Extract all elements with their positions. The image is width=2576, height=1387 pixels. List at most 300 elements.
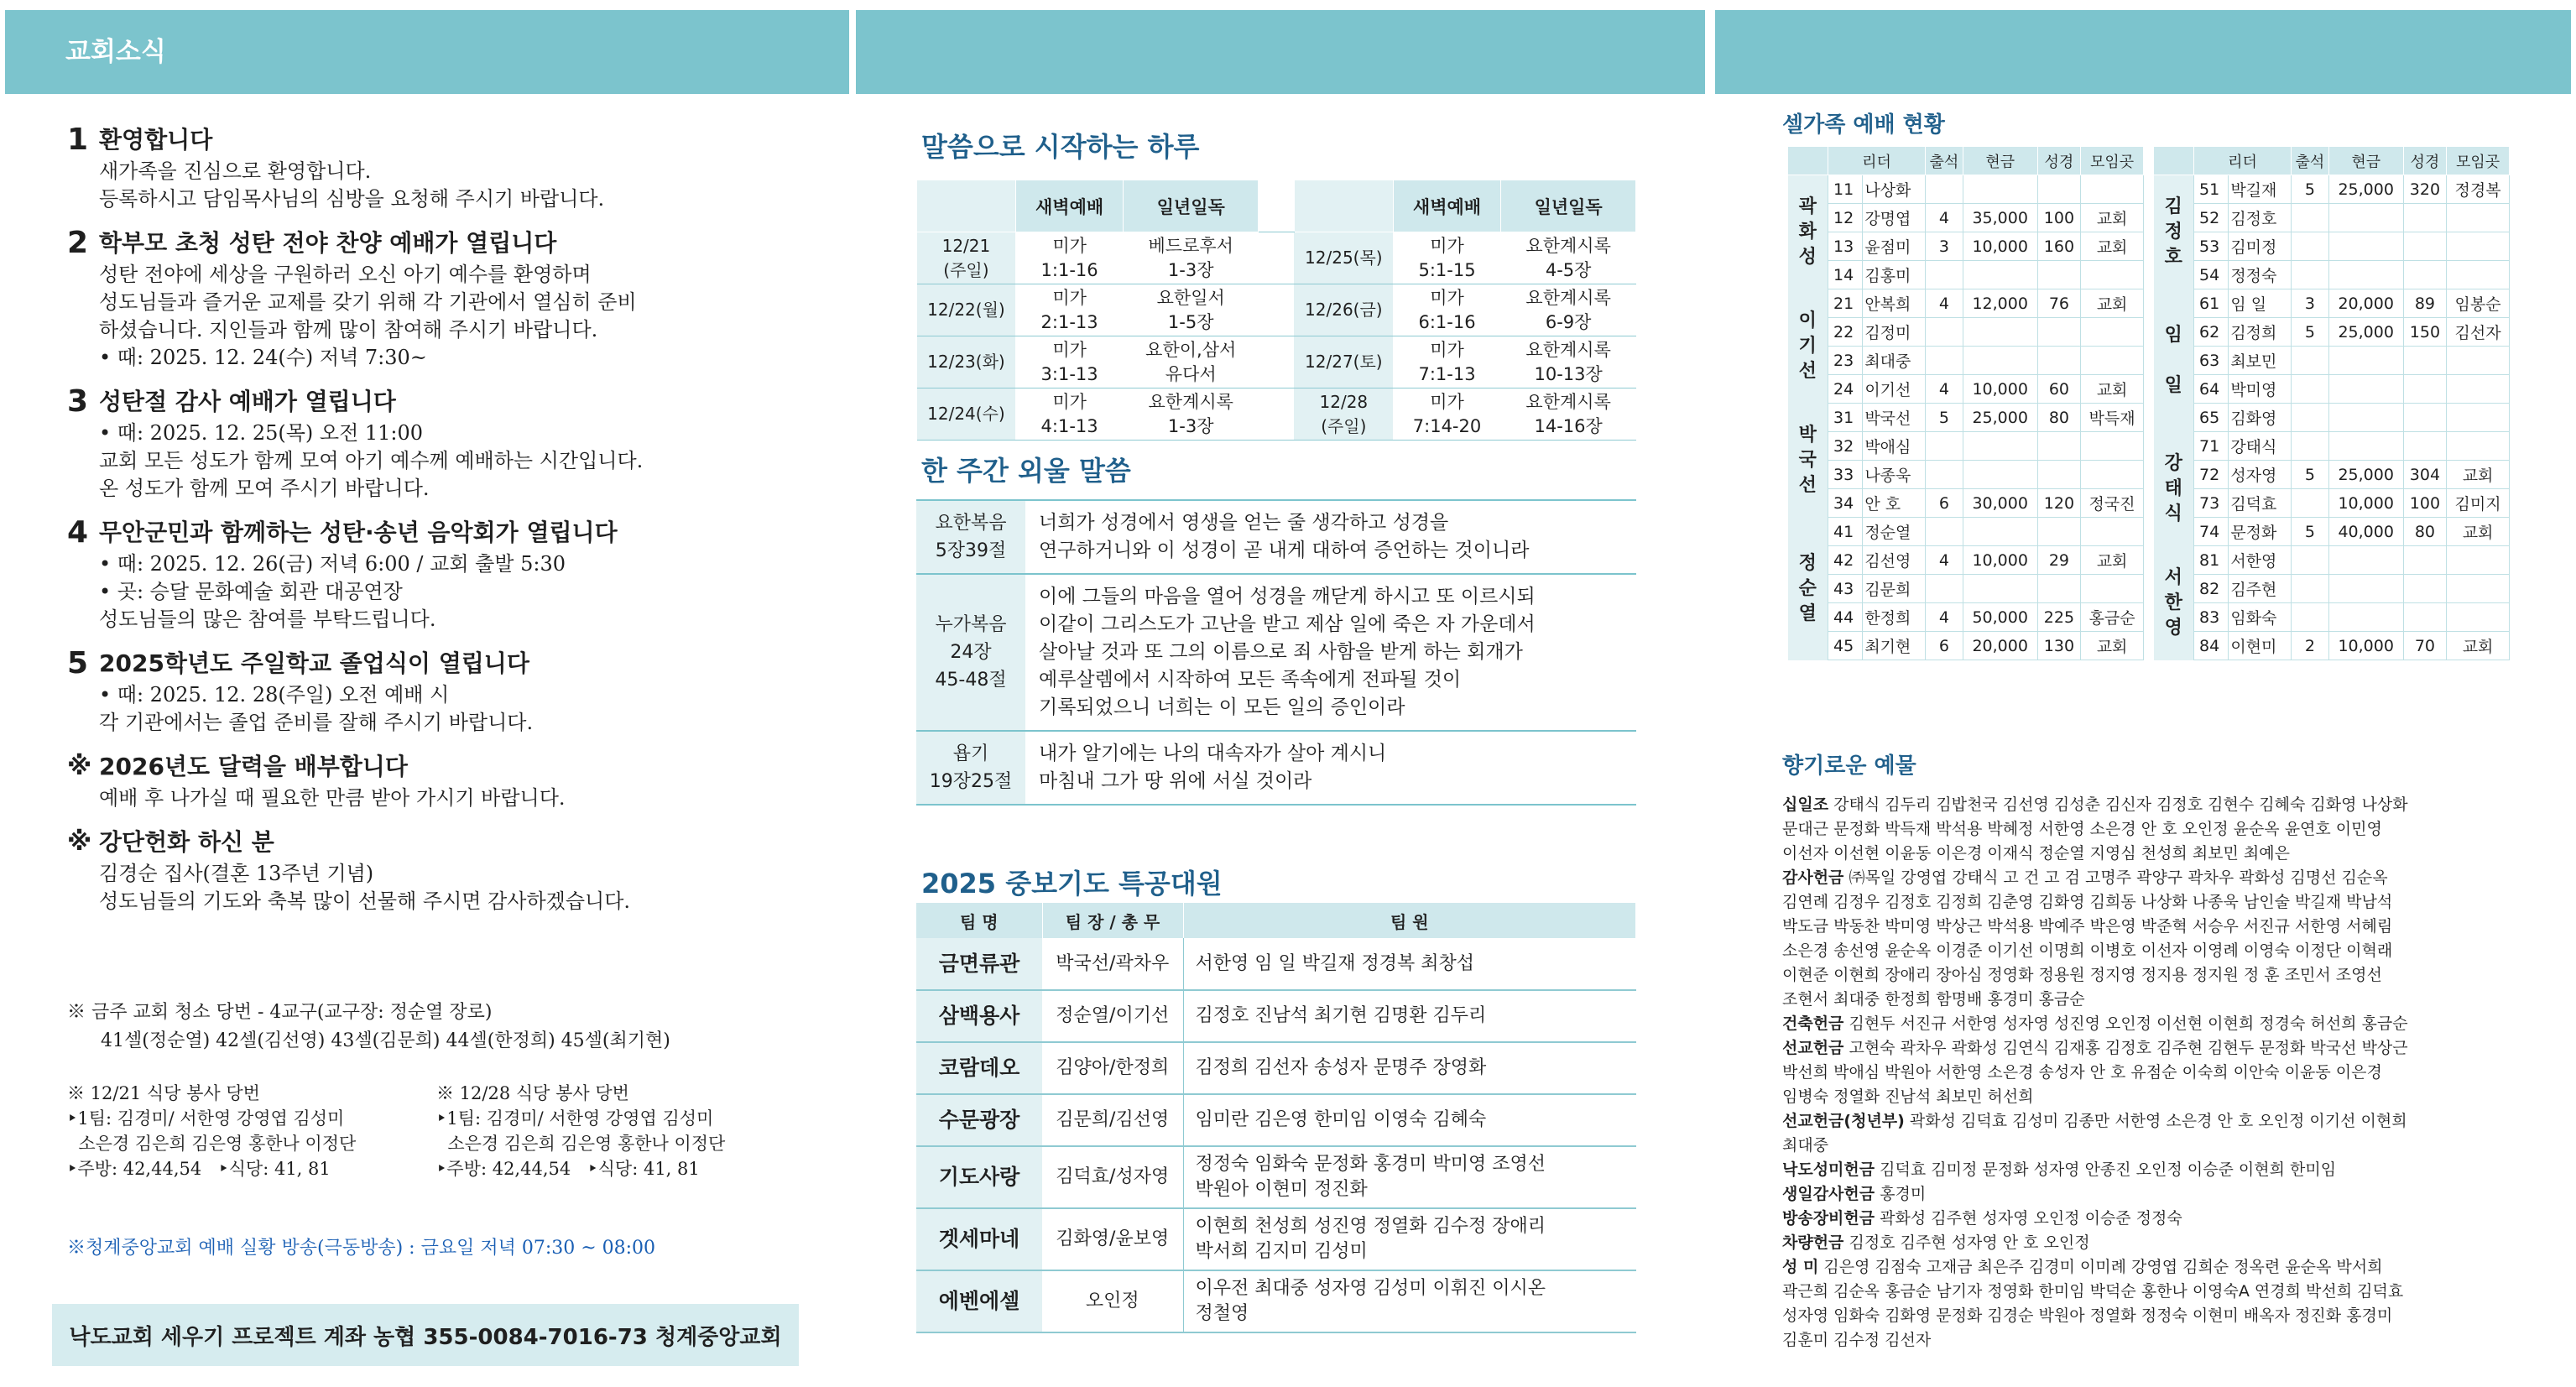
cell-table-right [2153, 146, 2510, 660]
cell-bible: 320 [2403, 175, 2446, 204]
daily-date: 12/26(금) [1294, 284, 1393, 336]
cell-offering [2328, 204, 2403, 232]
notice-item [67, 648, 822, 737]
notice-line: 교회 모든 성도가 함께 모여 아기 예수께 예배하는 시간입니다. [99, 449, 644, 472]
daily-date: 12/23(화) [917, 336, 1016, 388]
cell-number: 64 [2194, 375, 2229, 404]
cell-header-cell: 현금 [1963, 147, 2037, 175]
offering-names: 성자영 임화숙 김화영 문정화 김경순 박원아 정열화 정정숙 이현미 배옥자 정진화 홍경미 [1782, 1306, 2393, 1325]
daily-row [917, 388, 1636, 441]
cell-group-leader: 김 정 호 [2154, 175, 2194, 289]
cell-leader-name: 최보민 [2229, 347, 2292, 375]
cell-meeting-place: 교회 [2081, 289, 2144, 318]
offering-row [1782, 866, 2521, 890]
team-name: 삼백용사 [916, 990, 1042, 1042]
cell-meeting-place: 홍금순 [2081, 603, 2144, 632]
cell-leader-name: 김화영 [2229, 404, 2292, 432]
daily-header-cell: 새벽예배 [1015, 180, 1124, 232]
cell-row [2154, 232, 2510, 261]
offering-row [1782, 1036, 2521, 1061]
team-leader: 김문희/김선영 [1042, 1094, 1183, 1146]
cell-header-cell: 출석 [2292, 147, 2329, 175]
prayer-team-table [916, 903, 1636, 1333]
cell-bible: 60 [2037, 375, 2080, 404]
daily-date: 12/25(목) [1294, 232, 1393, 284]
cell-attendance [1926, 175, 1963, 204]
cell-offering: 50,000 [1963, 603, 2037, 632]
cell-number: 73 [2194, 489, 2229, 518]
cell-attendance [1926, 432, 1963, 461]
team-members: 서한영 임 일 박길재 정경복 최창섭 [1183, 938, 1636, 990]
cell-leader-name: 임 일 [2229, 289, 2292, 318]
offering-names: 문대근 문정화 박득재 박석용 박혜정 서한영 소은경 안 호 오인정 윤순옥 윤연호 이민영 [1782, 820, 2382, 838]
cell-leader-name: 나상화 [1863, 175, 1926, 204]
cell-offering: 35,000 [1963, 204, 2037, 232]
daily-row [917, 284, 1636, 336]
cell-worship-title: 셀가족 예배 현황 [1782, 112, 1945, 138]
cell-attendance [2292, 232, 2329, 261]
cell-number: 82 [2194, 575, 2229, 603]
cell-leader-name: 안복희 [1863, 289, 1926, 318]
daily-header-cell [1294, 180, 1393, 232]
cell-bible [2037, 575, 2080, 603]
cell-offering: 20,000 [2328, 289, 2403, 318]
offering-row [1782, 1182, 2521, 1207]
cleaning-duty [67, 999, 822, 1056]
notice-line: 등록하시고 담임목사님의 심방을 요청해 주시기 바랍니다. [99, 187, 605, 211]
offering-row [1782, 988, 2521, 1012]
cell-attendance: 4 [1926, 375, 1963, 404]
team-leader: 김덕효/성자영 [1042, 1146, 1183, 1208]
offering-row [1782, 890, 2521, 915]
cell-row [1788, 461, 2144, 489]
cell-row [2154, 432, 2510, 461]
cell-attendance: 3 [2292, 289, 2329, 318]
prayer-team-header-cell: 팀 장 / 총 무 [1042, 903, 1183, 938]
cell-bible [2403, 404, 2446, 432]
cell-offering [1963, 518, 2037, 546]
cell-header-row [2154, 147, 2510, 175]
offering-list [1782, 793, 2521, 1353]
account-text: 낙도교회 세우기 프로젝트 계좌 농협 355-0084-7016-73 청계중앙교회 [69, 1324, 782, 1350]
cell-row [1788, 347, 2144, 375]
cell-leader-name: 김미정 [2229, 232, 2292, 261]
cell-attendance [2292, 347, 2329, 375]
cell-bible [2403, 204, 2446, 232]
cell-number: 11 [1828, 175, 1863, 204]
notice-line: 새가족을 진심으로 환영합니다. [99, 159, 372, 183]
prayer-team-row [916, 1042, 1636, 1094]
notice-title: 강단헌화 하신 분 [99, 828, 274, 856]
cell-attendance [2292, 375, 2329, 404]
cell-group-leader: 곽 화 성 [1788, 175, 1828, 289]
cleaning-duty-title: ※ 금주 교회 청소 당번 - 4교구(교구장: 정순열 장로) [67, 1002, 493, 1023]
notice-body [92, 386, 822, 503]
cell-number: 53 [2194, 232, 2229, 261]
cell-bible: 29 [2037, 546, 2080, 575]
cell-leader-name: 최기현 [1863, 632, 1926, 660]
offering-names: 홍경미 [1880, 1185, 1927, 1203]
notice-number: ※ [67, 827, 92, 857]
cell-offering [2328, 375, 2403, 404]
cell-meeting-place [2081, 461, 2144, 489]
cell-bible: 150 [2403, 318, 2446, 347]
cell-header-cell [2154, 147, 2194, 175]
offering-row [1782, 1304, 2521, 1328]
notice-item [67, 124, 822, 213]
cell-row [1788, 489, 2144, 518]
verse-reference: 욥기 19장25절 [916, 731, 1025, 805]
cell-attendance: 5 [2292, 518, 2329, 546]
cell-bible: 80 [2403, 518, 2446, 546]
yearly-reading: 요한계시록 1-3장 [1124, 388, 1259, 441]
cell-bible [2403, 232, 2446, 261]
offering-category: 방송장비헌금 [1782, 1209, 1875, 1228]
cell-offering: 25,000 [2328, 461, 2403, 489]
cell-meeting-place: 임봉순 [2447, 289, 2510, 318]
memory-verse-row [916, 731, 1636, 805]
cell-group-leader: 정 순 열 [1788, 518, 1828, 660]
cell-bible [2403, 375, 2446, 404]
cell-meeting-place [2081, 518, 2144, 546]
daily-reading-table [916, 180, 1636, 441]
cell-attendance [1926, 261, 1963, 289]
cell-row [2154, 546, 2510, 575]
yearly-reading: 요한일서 1-5장 [1124, 284, 1259, 336]
church-news-column [0, 0, 852, 1387]
cell-meeting-place: 교회 [2081, 204, 2144, 232]
offering-row [1782, 1207, 2521, 1231]
cell-number: 21 [1828, 289, 1863, 318]
cell-offering: 40,000 [2328, 518, 2403, 546]
cell-attendance [1926, 461, 1963, 489]
cell-leader-name: 박길재 [2229, 175, 2292, 204]
spacer [1259, 336, 1295, 388]
cell-leader-name: 강명엽 [1863, 204, 1926, 232]
cell-row [2154, 289, 2510, 318]
notice-line: • 곳: 승달 문화예술 회관 대공연장 [99, 580, 403, 603]
cell-row [2154, 261, 2510, 289]
offering-names: 강태식 김두리 김밥천국 김선영 김성춘 김신자 김정호 김현수 김혜숙 김화영 나상화 [1833, 795, 2408, 814]
cell-offering [2328, 347, 2403, 375]
cell-offering [2328, 432, 2403, 461]
offering-names: 박도금 박동찬 박미영 박상근 박석용 박예주 박은영 박준혁 서승우 서진규 서한영 서혜림 [1782, 917, 2393, 936]
offering-row [1782, 1134, 2521, 1158]
cell-meeting-place [2447, 375, 2510, 404]
team-name: 수문광장 [916, 1094, 1042, 1146]
cell-leader-name: 이기선 [1863, 375, 1926, 404]
cell-row [2154, 404, 2510, 432]
cell-bible [2403, 432, 2446, 461]
notice-line: 성탄 전야에 세상을 구원하러 오신 아기 예수를 환영하며 [99, 263, 592, 286]
cell-meeting-place [2447, 404, 2510, 432]
cell-number: 31 [1828, 404, 1863, 432]
cell-row [1788, 546, 2144, 575]
cell-number: 61 [2194, 289, 2229, 318]
cell-table-left [1787, 146, 2144, 660]
cell-attendance [2292, 546, 2329, 575]
cell-bible [2037, 518, 2080, 546]
cell-row [1788, 518, 2144, 546]
cell-meeting-place [2081, 175, 2144, 204]
cell-row [1788, 318, 2144, 347]
notice-body [92, 751, 822, 812]
cell-offering [2328, 546, 2403, 575]
cell-attendance: 6 [1926, 489, 1963, 518]
cell-meeting-place [2081, 261, 2144, 289]
prayer-team-header-cell: 팀 명 [916, 903, 1042, 938]
cell-leader-name: 성자영 [2229, 461, 2292, 489]
cell-attendance: 5 [1926, 404, 1963, 432]
cell-meeting-place: 박득재 [2081, 404, 2144, 432]
cell-leader-name: 서한영 [2229, 546, 2292, 575]
cell-bible: 160 [2037, 232, 2080, 261]
cell-attendance: 6 [1926, 632, 1963, 660]
cell-row [2154, 204, 2510, 232]
team-members: 임미란 김은영 한미임 이영숙 김혜숙 [1183, 1094, 1636, 1146]
cell-meeting-place [2447, 261, 2510, 289]
cell-leader-name: 임화숙 [2229, 603, 2292, 632]
cell-attendance: 5 [2292, 175, 2329, 204]
cell-meeting-place [2447, 232, 2510, 261]
cell-row [1788, 289, 2144, 318]
meal-duty [67, 1081, 839, 1181]
offering-category: 생일감사헌금 [1782, 1185, 1875, 1203]
team-members: 정정숙 임화숙 문정화 홍경미 박미영 조영선 박원아 이현미 정진화 [1183, 1146, 1636, 1208]
account-box [52, 1304, 799, 1366]
cell-attendance: 4 [1926, 204, 1963, 232]
cell-number: 45 [1828, 632, 1863, 660]
dawn-reading: 미가 7:14-20 [1393, 388, 1501, 441]
cell-leader-name: 박국선 [1863, 404, 1926, 432]
dawn-reading: 미가 5:1-15 [1393, 232, 1501, 284]
cell-number: 32 [1828, 432, 1863, 461]
notice-line: 성도님들의 기도와 축복 많이 선물해 주시면 감사하겠습니다. [99, 889, 631, 913]
prayer-team-title: 2025 중보기도 특공대원 [921, 868, 1223, 899]
notice-body [92, 517, 822, 634]
cell-offering [2328, 404, 2403, 432]
cell-meeting-place: 정경복 [2447, 175, 2510, 204]
cell-attendance [1926, 318, 1963, 347]
cell-row [2154, 489, 2510, 518]
cell-attendance: 5 [2292, 461, 2329, 489]
cell-meeting-place [2447, 204, 2510, 232]
cell-number: 22 [1828, 318, 1863, 347]
cell-attendance [1926, 575, 1963, 603]
notice-number: ※ [67, 752, 92, 781]
notice-item [67, 517, 822, 634]
notice-title: 학부모 초청 성탄 전야 찬양 예배가 열립니다 [99, 229, 557, 257]
prayer-team-row [916, 938, 1636, 990]
cell-bible: 225 [2037, 603, 2080, 632]
offering-category: 성 미 [1782, 1258, 1819, 1276]
cell-bible [2037, 461, 2080, 489]
cell-number: 44 [1828, 603, 1863, 632]
cell-offering [2328, 232, 2403, 261]
cell-bible: 76 [2037, 289, 2080, 318]
notice-number: 3 [67, 384, 89, 419]
notice-item [67, 751, 822, 812]
team-members: 김정호 진남석 최기현 김명환 김두리 [1183, 990, 1636, 1042]
cell-attendance: 4 [1926, 546, 1963, 575]
cell-number: 24 [1828, 375, 1863, 404]
cell-bible [2403, 546, 2446, 575]
notice-number: 5 [67, 646, 89, 680]
meal-duty-line: ‣주방: 42,44,54 ‣식당: 41, 81 [67, 1159, 331, 1179]
cell-offering: 10,000 [2328, 489, 2403, 518]
daily-header-cell [917, 180, 1016, 232]
cell-bible: 89 [2403, 289, 2446, 318]
cell-offering [1963, 347, 2037, 375]
cell-number: 14 [1828, 261, 1863, 289]
section-header-label: 교회소식 [65, 37, 166, 67]
notice-body [92, 826, 822, 915]
cell-offering [1963, 461, 2037, 489]
notice-line: • 때: 2025. 12. 26(금) 저녁 6:00 / 교회 출발 5:30 [99, 552, 566, 576]
cell-leader-name: 문정화 [2229, 518, 2292, 546]
dawn-reading: 미가 7:1-13 [1393, 336, 1501, 388]
notice-body [92, 124, 822, 213]
verse-text: 너희가 성경에서 영생을 얻는 줄 생각하고 성경을 연구하거니와 이 성경이 곧 내게 대하여 증언하는 것이니라 [1025, 500, 1636, 574]
offering-names: 김덕효 김미정 문정화 성자영 안종진 오인정 이승준 이현희 한미임 [1880, 1160, 2337, 1179]
offering-row [1782, 817, 2521, 842]
cell-offering: 25,000 [2328, 175, 2403, 204]
cell-number: 63 [2194, 347, 2229, 375]
cell-attendance [2292, 261, 2329, 289]
notice-line: 성도님들과 즐거운 교제를 갖기 위해 각 기관에서 열심히 준비 [99, 290, 637, 314]
cell-offering [1963, 175, 2037, 204]
cell-number: 12 [1828, 204, 1863, 232]
offering-row [1782, 915, 2521, 939]
cell-offering: 10,000 [2328, 632, 2403, 660]
offering-names: 김훈미 김수정 김선자 [1782, 1331, 1932, 1349]
cell-leader-name: 이현미 [2229, 632, 2292, 660]
cell-leader-name: 강태식 [2229, 432, 2292, 461]
yearly-reading: 요한계시록 14-16장 [1501, 388, 1636, 441]
meal-duty-line: ‣주방: 42,44,54 ‣식당: 41, 81 [436, 1159, 700, 1179]
cell-bible [2403, 347, 2446, 375]
offering-names: 고현숙 곽차우 곽화성 김연식 김재홍 김정호 김주현 김현두 문정화 박국선 박상근 [1849, 1039, 2408, 1057]
cell-attendance: 3 [1926, 232, 1963, 261]
cell-meeting-place [2081, 432, 2144, 461]
cell-number: 23 [1828, 347, 1863, 375]
daily-row [917, 232, 1636, 284]
cell-bible: 130 [2037, 632, 2080, 660]
notice-list [67, 124, 822, 924]
cell-number: 72 [2194, 461, 2229, 489]
cell-header-cell: 모임곳 [2447, 147, 2510, 175]
memory-verse-title: 한 주간 외울 말씀 [921, 455, 1131, 487]
notice-line: 김경순 집사(결혼 13주년 기념) [99, 862, 374, 885]
cell-number: 52 [2194, 204, 2229, 232]
memory-verse-row [916, 500, 1636, 574]
cell-header-cell: 현금 [2328, 147, 2403, 175]
cell-bible: 100 [2037, 204, 2080, 232]
cell-group-leader: 이 기 선 [1788, 289, 1828, 404]
daily-header-row [917, 180, 1636, 232]
cell-header-cell: 리더 [2194, 147, 2292, 175]
team-leader: 김화영/윤보영 [1042, 1208, 1183, 1270]
team-name: 겟세마네 [916, 1208, 1042, 1270]
notice-number: 1 [67, 123, 89, 157]
cell-row [2154, 461, 2510, 489]
team-members: 이현희 천성희 성진영 정열화 김수정 장애리 박서희 김지미 김성미 [1183, 1208, 1636, 1270]
cell-number: 54 [2194, 261, 2229, 289]
cell-attendance [2292, 575, 2329, 603]
cell-meeting-place [2447, 546, 2510, 575]
notice-title: 무안군민과 함께하는 성탄·송년 음악회가 열립니다 [99, 519, 618, 546]
yearly-reading: 요한이,삼서 유다서 [1124, 336, 1259, 388]
cell-row [2154, 632, 2510, 660]
offering-names: 곽근희 김순옥 홍금순 남기자 정영화 한미임 박덕순 홍한나 이영숙A 연경희 박선희 김덕효 [1782, 1282, 2404, 1301]
offering-names: ㈜목일 강영엽 강태식 고 건 고 검 고명주 곽양구 곽차우 곽화성 김명선 김순옥 [1849, 868, 2388, 887]
cell-row [2154, 175, 2510, 204]
daily-date: 12/28 (주일) [1294, 388, 1393, 441]
cell-header-cell: 성경 [2403, 147, 2446, 175]
cell-offering: 10,000 [1963, 375, 2037, 404]
notice-item [67, 227, 822, 372]
cell-row [2154, 603, 2510, 632]
cell-bible [2403, 575, 2446, 603]
team-name: 에벤에셀 [916, 1270, 1042, 1332]
offering-names: 이현준 이현희 장애리 장아심 정영화 정용원 정지영 정지용 정지원 정 훈 조민서 조영선 [1782, 966, 2382, 984]
offering-names: 김현두 서진규 서한영 성자영 성진영 오인정 이선현 이현희 정경숙 허선희 홍금순 [1849, 1014, 2408, 1033]
notice-title: 2026년도 달력을 배부합니다 [99, 753, 408, 780]
prayer-team-row [916, 1146, 1636, 1208]
cell-meeting-place: 김선자 [2447, 318, 2510, 347]
cell-offering [1963, 318, 2037, 347]
offering-names: 곽화성 김주현 성자영 오인정 이승준 정정숙 [1880, 1209, 2182, 1228]
offering-row [1782, 1280, 2521, 1304]
cell-meeting-place [2081, 575, 2144, 603]
cell-leader-name: 최대중 [1863, 347, 1926, 375]
cell-leader-name: 윤점미 [1863, 232, 1926, 261]
cell-leader-name: 박애심 [1863, 432, 1926, 461]
cleaning-duty-cells: 41셀(정순열) 42셀(김선영) 43셀(김문희) 44셀(한정희) 45셀(최기현) [101, 1030, 670, 1051]
cell-meeting-place [2447, 575, 2510, 603]
offering-names: 김정호 김주현 성자영 안 호 오인정 [1849, 1233, 2090, 1252]
notice-line: 예배 후 나가실 때 필요한 만큼 받아 가시기 바랍니다. [99, 786, 566, 810]
notice-line: 하셨습니다. 지인들과 함께 많이 참여해 주시기 바랍니다. [99, 318, 598, 342]
cell-leader-name: 나종욱 [1863, 461, 1926, 489]
cell-row [1788, 375, 2144, 404]
prayer-team-row [916, 1270, 1636, 1332]
cell-number: 83 [2194, 603, 2229, 632]
verse-text: 내가 알기에는 나의 대속자가 살아 계시니 마침내 그가 땅 위에 서실 것이라 [1025, 731, 1636, 805]
meal-duty-title: ※ 12/28 식당 봉사 당번 [436, 1083, 629, 1103]
team-name: 금면류관 [916, 938, 1042, 990]
cell-number: 65 [2194, 404, 2229, 432]
cell-meeting-place: 교회 [2447, 632, 2510, 660]
cell-leader-name: 정정숙 [2229, 261, 2292, 289]
cell-header-row [1788, 147, 2144, 175]
offering-names: 최대중 [1782, 1136, 1829, 1155]
team-leader: 오인정 [1042, 1270, 1183, 1332]
meal-duty-line: ‣1팀: 김경미/ 서한영 강영엽 김성미 [67, 1108, 345, 1129]
offering-row [1782, 842, 2521, 866]
spacer [1259, 388, 1295, 441]
dawn-reading: 미가 4:1-13 [1015, 388, 1124, 441]
offering-row [1782, 1158, 2521, 1182]
cell-leader-name: 한정희 [1863, 603, 1926, 632]
cell-number: 74 [2194, 518, 2229, 546]
cell-header-cell: 성경 [2037, 147, 2080, 175]
cell-header-cell: 모임곳 [2081, 147, 2144, 175]
cell-attendance: 5 [2292, 318, 2329, 347]
cell-offering [2328, 575, 2403, 603]
offering-row [1782, 963, 2521, 988]
offering-names: 조현서 최대중 한정희 함명배 홍경미 홍금순 [1782, 990, 2085, 1009]
